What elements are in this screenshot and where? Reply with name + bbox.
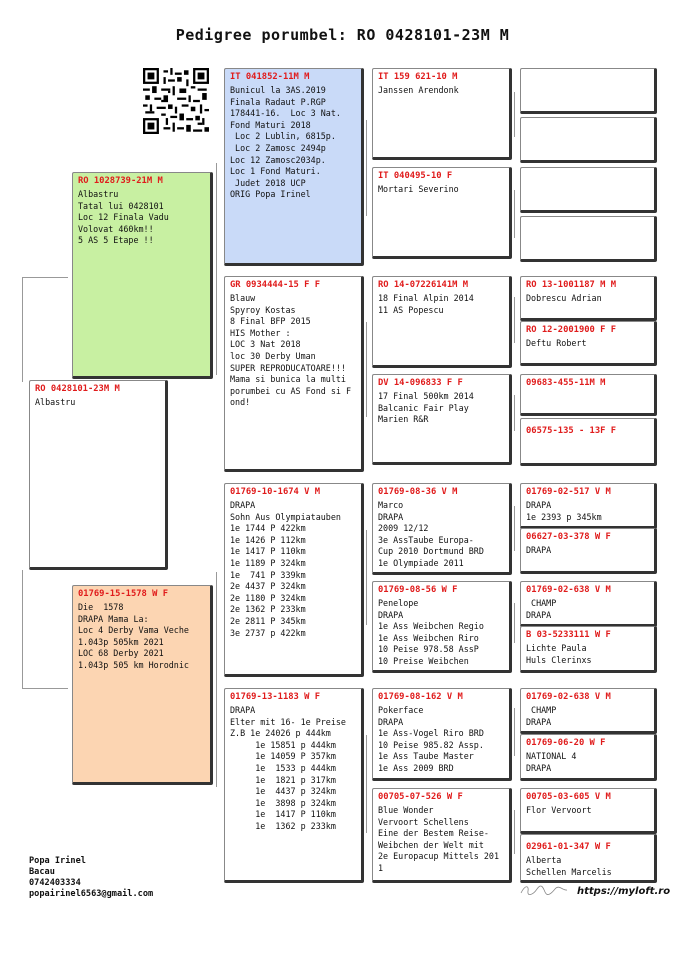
pedigree-card-gen4[interactable] <box>372 788 512 883</box>
pigeon-notes: 17 Final 500km 2014 Balcanic Fair Play Marien R&R <box>378 391 474 425</box>
pigeon-notes: CHAMP DRAPA <box>526 598 557 620</box>
ring-number: 01769-08-36 V M <box>378 487 458 497</box>
pigeon-notes: Bunicul la 3AS.2019 Finala Radaut P.RGP 178441-16. Loc 3 Nat. Fond Maturi 2018 Loc 2 Lublin, 6815p. Loc 2 Zamosc 2494p Loc 12 Zamosc2034p. Loc 1 Fond Maturi. Judet 2018 UCP ORIG Popa Irinel <box>230 85 341 200</box>
pigeon-notes: DRAPA 1e 2393 p 345km <box>526 500 602 522</box>
ring-number: IT 040495-10 F <box>378 171 453 181</box>
ring-number: RO 13-1001187 M M <box>526 280 617 290</box>
pedigree-card-gen4[interactable] <box>372 68 512 160</box>
pigeon-notes: Marco DRAPA 2009 12/12 3e AssTaube Europa- Cup 2010 Dortmund BRD 1e Olympiade 2011 <box>378 500 484 568</box>
ring-number: B 03-5233111 W F <box>526 630 611 640</box>
owner-email[interactable]: popairinel6563@gmail.com <box>29 889 154 899</box>
pedigree-card-gen5[interactable] <box>520 626 657 673</box>
pedigree-card-gen5[interactable] <box>520 688 657 734</box>
ring-number: 06627-03-378 W F <box>526 532 611 542</box>
pedigree-card-gen4[interactable] <box>372 167 512 259</box>
pedigree-card-subject[interactable] <box>29 380 168 570</box>
pedigree-card-gen5[interactable] <box>520 528 657 574</box>
pigeon-notes: Mortari Severino <box>378 184 459 194</box>
pedigree-card-gen5[interactable] <box>520 216 657 262</box>
pigeon-notes: Deftu Robert <box>526 338 587 348</box>
pedigree-card-sire-sire[interactable] <box>224 68 364 266</box>
pedigree-card-gen4[interactable] <box>372 688 512 781</box>
pedigree-card-gen5[interactable] <box>520 418 657 466</box>
connector-line <box>514 190 515 238</box>
pedigree-card-gen4[interactable] <box>372 276 512 368</box>
connector-line <box>366 120 367 216</box>
pedigree-card-gen5[interactable] <box>520 483 657 529</box>
pigeon-notes: DRAPA <box>526 545 552 555</box>
pigeon-notes: 18 Final Alpin 2014 11 AS Popescu <box>378 293 474 315</box>
owner-info <box>29 856 153 900</box>
connector-line <box>514 395 515 431</box>
ring-number: IT 159 621-10 M <box>378 72 458 82</box>
qr-code-icon <box>143 68 209 134</box>
connector-line <box>366 735 367 833</box>
ring-number: RO 14-07226141M M <box>378 280 469 290</box>
owner-city: Bacau <box>29 867 55 877</box>
owner-phone: 0742403334 <box>29 878 81 888</box>
connector-line <box>22 570 23 688</box>
ring-number: 01769-02-517 V M <box>526 487 611 497</box>
pigeon-notes: Lichte Paula Huls Clerinxs <box>526 643 592 665</box>
ring-number: 01769-02-638 V M <box>526 585 611 595</box>
pigeon-notes: Pokerface DRAPA 1e Ass-Vogel Riro BRD 10 Peise 985.82 Assp. 1e Ass Taube Master 1e Ass 2009 BRD <box>378 705 484 773</box>
owner-name: Popa Irinel <box>29 856 86 866</box>
ring-number: 02961-01-347 W F <box>526 842 611 852</box>
pigeon-notes: Die 1578 DRAPA Mama La: Loc 4 Derby Vama Veche 1.043p 505km 2021 LOC 68 Derby 2021 1.043p 505 km Horodnic <box>78 602 189 670</box>
ring-number: 01769-08-162 V M <box>378 692 463 702</box>
connector-line <box>216 163 217 375</box>
pigeon-notes: Blauw Spyroy Kostas 8 Final BFP 2015 HIS Mother : LOC 3 Nat 2018 loc 30 Derby Uman SUPER REPRODUCATOARE!!! Mama si bunica la multi porumbei cu AS Fond si F ond! <box>230 293 352 408</box>
pigeon-notes: Blue Wonder Vervoort Schellens Eine der Bestem Reise- Weibchen der Welt mit 2e Europacup Mittels 201 1 <box>378 805 500 873</box>
page-title: Pedigree porumbel: RO 0428101-23M M <box>175 26 510 44</box>
ring-number: RO 12-2001900 F F <box>526 325 617 335</box>
pigeon-notes: NATIONAL 4 DRAPA <box>526 751 577 773</box>
connector-line <box>366 530 367 625</box>
pedigree-card-sire-dam[interactable] <box>224 276 364 472</box>
connector-line <box>22 688 68 689</box>
pedigree-card-gen5[interactable] <box>520 788 657 834</box>
pigeon-notes: Albastru <box>35 397 76 407</box>
connector-line <box>514 92 515 137</box>
connector-line <box>514 603 515 643</box>
pedigree-card-dam-dam[interactable] <box>224 688 364 883</box>
ring-number: RO 1028739-21M M <box>78 176 163 186</box>
ring-number: 01769-06-20 W F <box>526 738 606 748</box>
pigeon-notes: Janssen Arendonk <box>378 85 459 95</box>
pedigree-card-gen4[interactable] <box>372 581 512 673</box>
connector-line <box>22 277 68 278</box>
ring-number: 00705-07-526 W F <box>378 792 463 802</box>
ring-number: RO 0428101-23M M <box>35 384 120 394</box>
pedigree-card-gen5[interactable] <box>520 374 657 416</box>
pigeon-notes: Penelope DRAPA 1e Ass Weibchen Regio 1e Ass Weibchen Riro 10 Peise 978.58 AssP 10 Preise Weibchen <box>378 598 484 666</box>
connector-line <box>22 277 23 382</box>
ring-number: GR 0934444-15 F F <box>230 280 321 290</box>
connector-line <box>514 708 515 756</box>
pedigree-card-gen5[interactable] <box>520 167 657 213</box>
connector-line <box>366 322 367 417</box>
pedigree-card-gen5[interactable] <box>520 734 657 781</box>
connector-line <box>514 506 515 551</box>
ring-number: IT 041852-11M M <box>230 72 310 82</box>
pedigree-card-gen5[interactable] <box>520 321 657 366</box>
ring-number: 00705-03-605 V M <box>526 792 611 802</box>
pigeon-notes: Flor Vervoort <box>526 805 592 815</box>
pedigree-card-dam[interactable] <box>72 585 213 785</box>
pedigree-card-sire[interactable] <box>72 172 213 379</box>
pedigree-card-gen4[interactable] <box>372 374 512 465</box>
pedigree-card-dam-sire[interactable] <box>224 483 364 677</box>
pedigree-card-gen5[interactable] <box>520 581 657 627</box>
ring-number: DV 14-096833 F F <box>378 378 463 388</box>
ring-number: 09683-455-11M M <box>526 378 606 388</box>
connector-line <box>514 810 515 854</box>
ring-number: 01769-02-638 V M <box>526 692 611 702</box>
ring-number: 06575-135 - 13F F <box>526 426 617 436</box>
pedigree-card-gen5[interactable] <box>520 276 657 321</box>
pigeon-notes: Dobrescu Adrian <box>526 293 602 303</box>
ring-number: 01769-10-1674 V M <box>230 487 321 497</box>
pedigree-card-gen5[interactable] <box>520 834 657 883</box>
ring-number: 01769-08-56 W F <box>378 585 458 595</box>
pigeon-notes: Albastru Tatal lui 0428101 Loc 12 Finala Vadu Volovat 460km!! 5 AS 5 Etape !! <box>78 189 169 246</box>
pigeon-notes: Alberta Schellen Marcelis <box>526 855 612 877</box>
pedigree-card-gen5[interactable] <box>520 117 657 163</box>
pigeon-notes: DRAPA Sohn Aus Olympiatauben 1e 1744 P 422km 1e 1426 P 112km 1e 1417 P 110km 1e 1189 P 324km 1e 741 P 339km 2e 4437 P 324km 2e 1180 P 324km 2e 1362 P 233km 2e 2811 P 345km 3e 2737 p 422km <box>230 500 341 638</box>
connector-line <box>514 297 515 343</box>
connector-line <box>216 572 217 787</box>
signature-mark <box>519 883 569 897</box>
website-link[interactable]: https://myloft.ro <box>577 886 671 897</box>
pedigree-card-gen5[interactable] <box>520 68 657 114</box>
pedigree-card-gen4[interactable] <box>372 483 512 575</box>
pigeon-notes: DRAPA Elter mit 16- 1e Preise Z.B 1e 24026 p 444km 1e 15851 p 444km 1e 14059 P 357km 1e 1533 p 444km 1e 1821 p 317km 1e 4437 p 324km 1e 3898 p 324km 1e 1417 P 110km 1e 1362 p 233km <box>230 705 346 831</box>
ring-number: 01769-15-1578 W F <box>78 589 169 599</box>
ring-number: 01769-13-1183 W F <box>230 692 321 702</box>
pigeon-notes: CHAMP DRAPA <box>526 705 557 727</box>
